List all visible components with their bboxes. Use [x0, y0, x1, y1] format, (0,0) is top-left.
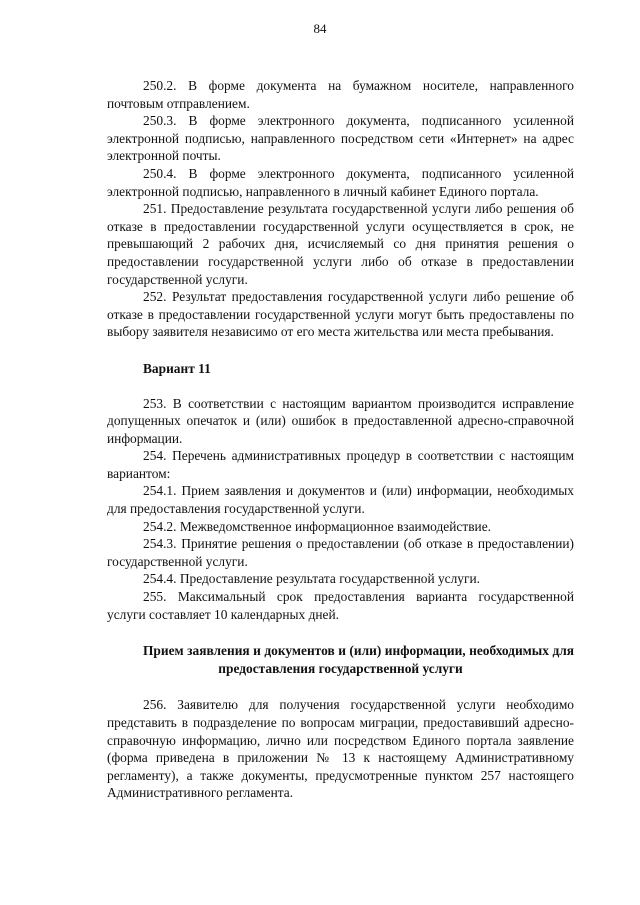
paragraph-250-4: 250.4. В форме электронного документа, подписанного усиленной электронной подписью, направленного в личный кабинет Единого портала. — [107, 165, 574, 199]
paragraph-254: 254. Перечень административных процедур в соответствии с настоящим вариантом: — [107, 448, 574, 481]
paragraph-250-2: 250.2. В форме документа на бумажном носителе, направленного почтовым отправлением. — [107, 78, 574, 111]
section-heading: Прием заявления и документов и (или) информации, необходимых для предоставления государственной услуги — [143, 643, 574, 676]
paragraph-254-2: 254.2. Межведомственное информационное взаимодействие. — [143, 518, 491, 534]
paragraph-251: 251. Предоставление результата государственной услуги либо решения об отказе в предоставлении государственной услуги осуществляется в срок, не превышающий 2 рабочих дня, исчисляемый со дня принятия решения о предоставлении государственной услуги либо об отказе в предоставлении государственной услуги. — [107, 201, 574, 287]
paragraph-253: 253. В соответствии с настоящим вариантом производится исправление допущенных опечаток и (или) ошибок в предоставленной адресно-справочной информации. — [107, 395, 574, 446]
paragraph-254-3: 254.3. Принятие решения о предоставлении (об отказе в предоставлении) государственной услуги. — [107, 536, 574, 569]
page-number: 84 — [313, 21, 327, 36]
paragraph-256: 256. Заявителю для получения государственной услуги необходимо представить в подразделение по вопросам миграции, предоставивший адресно-справочную информацию, лично или посредством Единого портала заявление (форма приведена в приложении № 13 к настоящему Административному регламенту), а также документы, предусмотренные пунктом 257 настоящего Административного регламента. — [107, 697, 574, 801]
document-body — [107, 77, 574, 802]
paragraph-250-3: 250.3. В форме электронного документа, подписанного усиленной электронной подписью, направленного посредством сети «Интернет» на адрес электронной почты. — [107, 113, 574, 164]
paragraph-255: 255. Максимальный срок предоставления варианта государственной услуги составляет 10 календарных дней. — [107, 589, 574, 622]
paragraph-254-4: 254.4. Предоставление результата государственной услуги. — [143, 571, 481, 587]
paragraph-254-1: 254.1. Прием заявления и документов и (или) информации, необходимых для предоставления государственной услуги. — [107, 483, 574, 517]
paragraph-252: 252. Результат предоставления государственной услуги либо решение об отказе в предоставлении государственной услуги могут быть предоставлены по выбору заявителя независимо от его места жительства или места пребывания. — [107, 289, 574, 340]
variant-heading: Вариант 11 — [143, 360, 211, 376]
